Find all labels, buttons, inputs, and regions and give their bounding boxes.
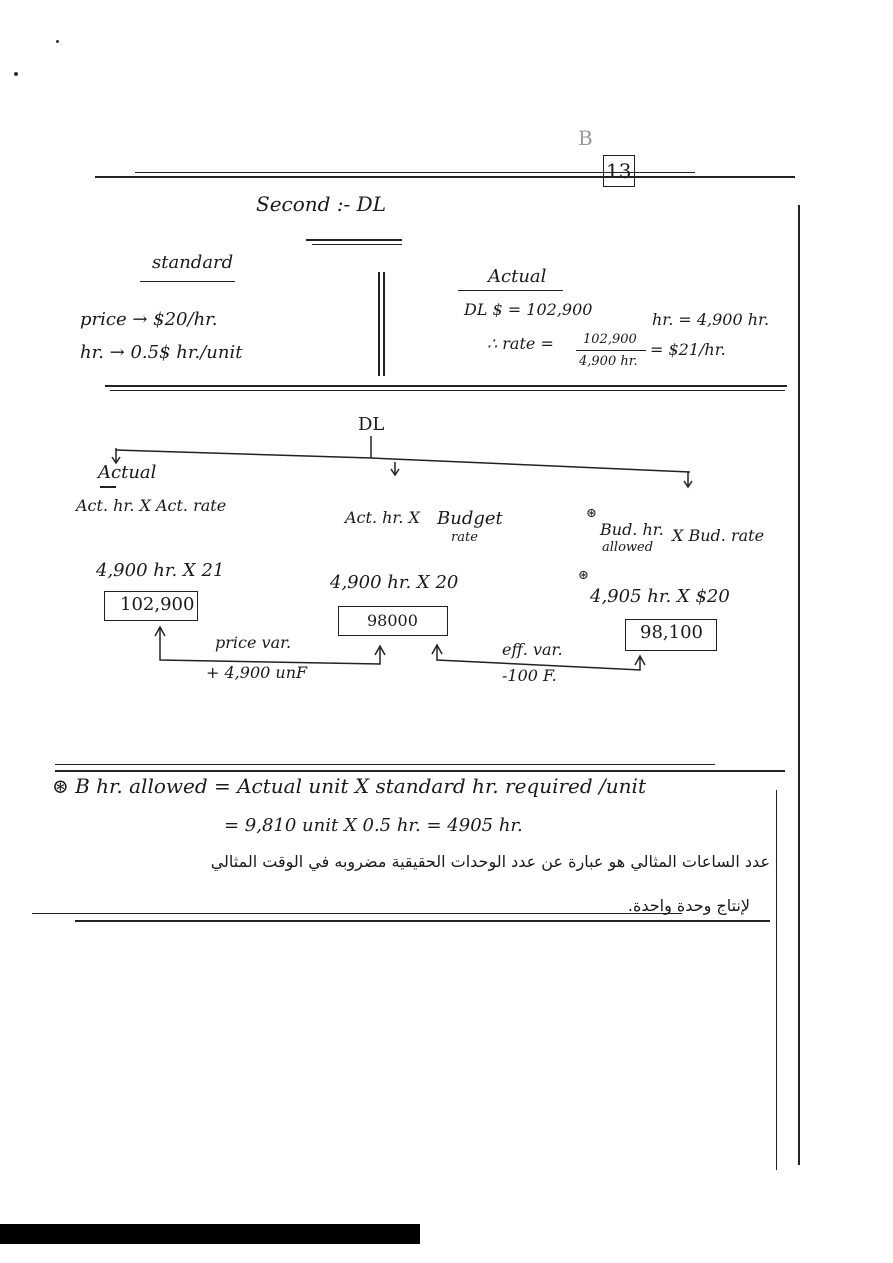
note-rule [55, 764, 715, 765]
rate-result: = $21/hr. [650, 340, 726, 359]
standard-heading: standard [152, 252, 234, 273]
col3-calc: 4,905 hr. X $20 [590, 586, 730, 607]
corner-mark: B [578, 126, 593, 150]
col2-calc: 4,900 hr. X 20 [330, 572, 459, 593]
col1-heading-underline [100, 486, 116, 488]
page-number: 13 [606, 159, 632, 183]
col2-result: 98000 [367, 611, 418, 630]
price-variance-value: + 4,900 unF [206, 663, 308, 682]
diagram-root: DL [358, 414, 385, 435]
col3-result: 98,100 [640, 622, 703, 643]
price-variance-label: price var. [215, 633, 292, 652]
actual-heading: Actual [488, 266, 547, 287]
bottom-rule [32, 913, 682, 914]
standard-price: pricе → $20/hr. [80, 309, 218, 330]
actual-hr-line: hr. = 4,900 hr. [652, 310, 770, 329]
section-title: Second :- DL [256, 192, 386, 216]
col1-result: 102,900 [120, 594, 195, 615]
note-arabic-1: عدد الساعات المثالي هو عبارة عن عدد الوحدات الحقيقية مضروبه في الوقت المثالي [210, 852, 770, 871]
col2-formula-sub: rate [451, 530, 478, 545]
scan-edge-bar [0, 1224, 420, 1244]
actual-dl-line: DL $ = 102,900 [464, 300, 593, 319]
note-arabic-2: لإنتاج وحدة واحدة. [627, 896, 750, 915]
col3-formula-sub: allowed [602, 540, 654, 555]
note-line-2: = 9,810 unit X 0.5 hr. = 4905 hr. [224, 815, 523, 836]
note-rule-2 [55, 770, 785, 772]
note-line-1: ⊛ B hr. allowed = Actual unit X standard hr. required /unit [52, 774, 646, 798]
col3-star-icon: ⊛ [586, 506, 597, 521]
standard-hours: hr. → 0.5$ hr./unit [80, 342, 243, 363]
col3-formula-a: Bud. hr. [600, 520, 664, 539]
efficiency-variance-label: eff. var. [502, 640, 563, 659]
col2-formula-word: Budget [437, 508, 503, 529]
actual-rate-label: ∴ rate = [487, 334, 554, 353]
rate-numerator: 102,900 [583, 332, 637, 347]
col1-formula: Act. hr. X Act. rate [76, 496, 227, 515]
col1-heading: Actual [98, 462, 157, 483]
col3-calc-star-icon: ⊛ [578, 568, 589, 583]
bottom-rule-2 [75, 920, 770, 922]
col3-formula-b: X Bud. rate [672, 526, 765, 545]
col2-formula: Act. hr. X [345, 508, 420, 527]
col1-calc: 4,900 hr. X 21 [96, 560, 225, 581]
efficiency-variance-value: -100 F. [502, 666, 557, 685]
rate-denominator: 4,900 hr. [579, 354, 638, 369]
